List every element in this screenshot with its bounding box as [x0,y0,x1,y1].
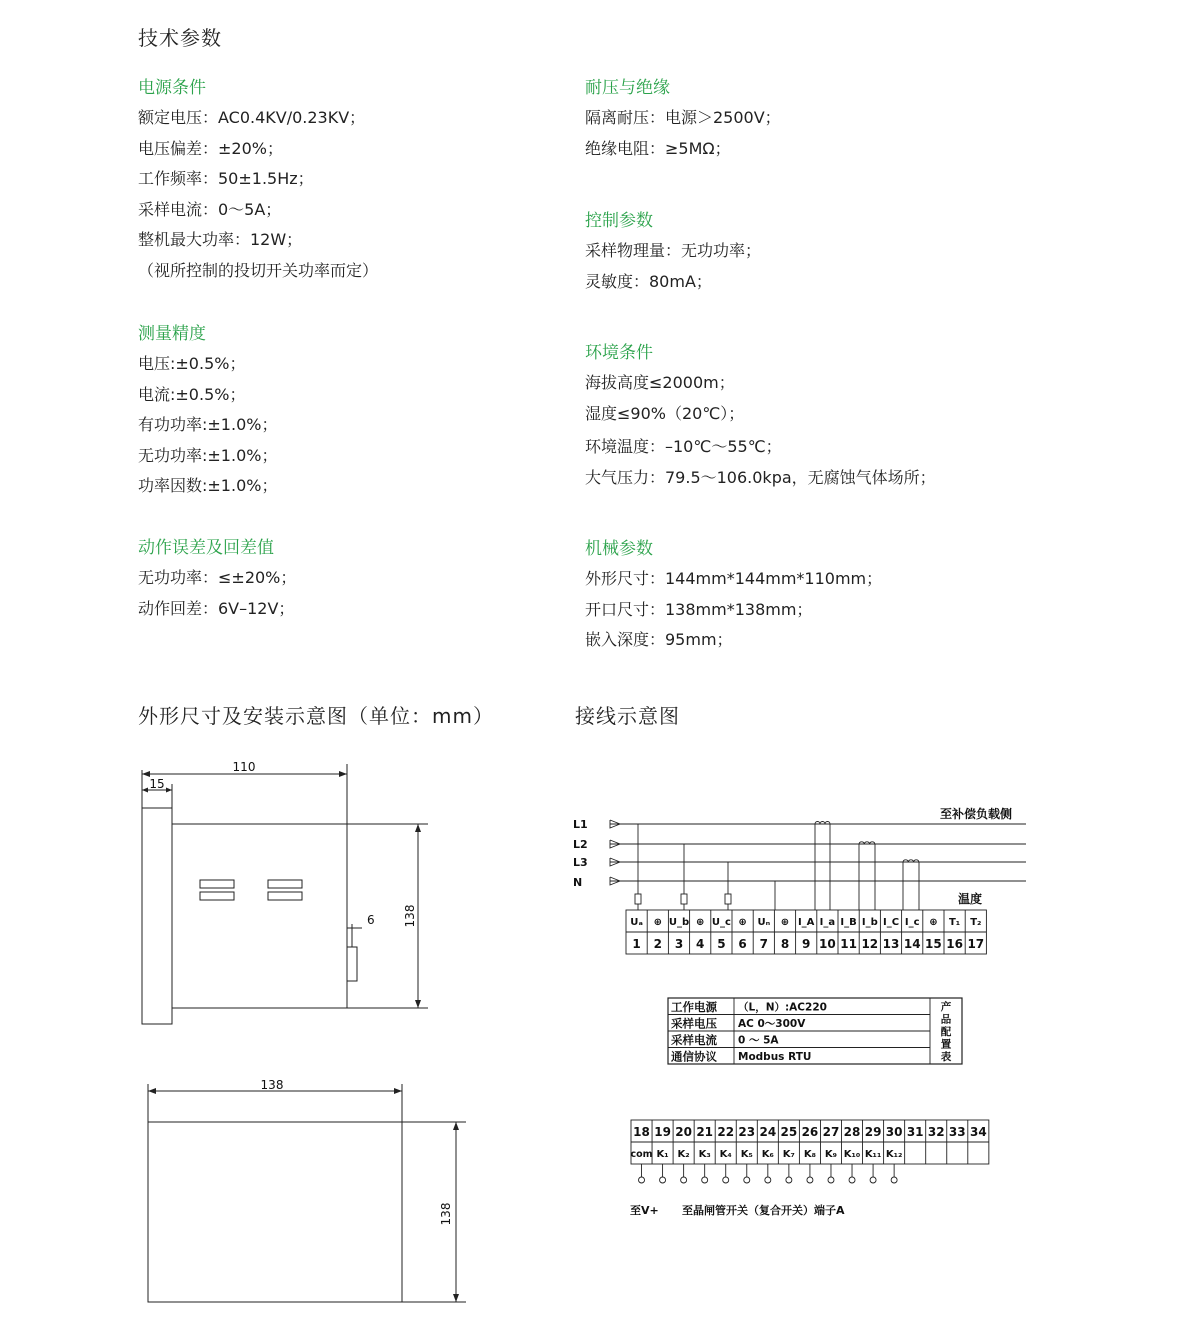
config-row-value: Modbus RTU [738,1051,812,1063]
terminal-number: 24 [759,1125,777,1139]
param-line: 电压:±0.5%； [138,354,246,373]
terminal-label: T₁ [948,917,961,928]
terminal-label: I_a [819,917,836,928]
wiring-title: 接线示意图 [575,704,680,728]
section-control-params [585,206,1015,297]
param-line: 无功功率:±1.0%； [138,445,278,465]
terminal-connector-icon [660,1177,666,1183]
config-row-value: AC 0～300V [738,1018,806,1030]
section-heading: 测量精度 [138,324,206,344]
dim-clip-label: 6 [367,913,375,927]
terminal-number: 22 [717,1125,735,1139]
terminal-label: ⊕ [738,917,747,928]
wiring-diagram [568,790,1038,1230]
section-heading: 环境条件 [585,343,653,363]
phase-label: L2 [573,838,588,851]
terminal-connector-icon [870,1177,876,1183]
terminal-connector-icon [744,1177,750,1183]
terminal-label: K₈ [803,1149,816,1160]
terminal-number: 18 [633,1125,650,1139]
terminal-label: K₆ [761,1149,774,1160]
terminal-number: 13 [882,937,900,951]
terminal-number: 33 [948,1125,966,1139]
terminal-label: ⊕ [929,917,938,928]
terminal-number: 19 [654,1125,671,1139]
param-line: 动作回差：6V–12V； [138,598,295,618]
terminal-connector-icon [828,1177,834,1183]
terminal-label: K₁₁ [864,1149,882,1160]
terminal-number: 31 [906,1125,924,1139]
param-line: 功率因数:±1.0%； [138,476,278,495]
terminal-number: 10 [819,937,836,951]
terminal-number: 4 [696,937,705,951]
param-line: 绝缘电阻：≥5MΩ； [585,138,731,158]
terminal-number: 12 [861,937,879,951]
terminal-label: I_c [904,917,920,928]
config-side-char: 置 [940,1038,952,1051]
param-line: 嵌入深度：95mm； [585,630,733,649]
param-line: 无功功率：≤±20%； [138,568,297,587]
terminal-number: 16 [946,937,963,951]
terminal-connector-icon [849,1177,855,1183]
terminal-number: 26 [801,1125,819,1139]
section-power-conditions [138,73,568,286]
terminal-number: 14 [903,937,921,951]
terminal-connector-icon [786,1177,792,1183]
terminal-label: Uₐ [630,917,643,928]
terminal-number: 5 [717,937,726,951]
section-action-error [138,533,568,624]
temperature-label: 温度 [958,892,983,906]
param-line: （视所控制的投切开关功率而定） [138,260,379,280]
terminal-number: 25 [780,1125,798,1139]
terminal-label: K₅ [740,1149,753,1160]
load-side-label: 至补偿负载侧 [940,807,1013,821]
terminal-label: ⊕ [696,917,705,928]
top-terminal-block [626,910,986,954]
config-side-char: 产 [940,1001,952,1013]
dim-height-label: 138 [403,904,417,928]
dim-front-label: 15 [149,777,165,791]
terminal-label: K₃ [698,1149,711,1160]
terminal-number: 8 [780,937,790,951]
config-side-char: 配 [940,1026,952,1038]
param-line: 环境温度：–10℃～55℃； [585,437,782,456]
dim-depth-label: 110 [232,760,256,774]
param-line: 有功功率:±1.0%； [138,415,278,434]
front-view-diagram [130,1072,470,1312]
terminal-label: K₄ [719,1149,732,1160]
terminal-label: K₁ [656,1149,669,1160]
terminal-label: K₇ [782,1149,795,1160]
terminal-label: I_A [797,917,815,928]
terminal-number: 34 [969,1125,987,1139]
param-line: 大气压力：79.5～106.0kpa，无腐蚀气体场所； [585,467,936,487]
phase-label: L3 [573,856,588,869]
section-heading: 控制参数 [585,211,653,231]
dim-width-label: 138 [260,1078,284,1092]
phase-label: L1 [573,818,588,831]
terminal-connector-icon [681,1177,687,1183]
param-line: 灵敏度：80mA； [585,271,712,291]
param-line: 电流:±0.5%； [138,384,246,404]
terminal-connector-icon [639,1177,645,1183]
terminal-number: 32 [927,1125,945,1139]
terminal-number: 7 [759,937,768,951]
config-row-label: 工作电源 [671,1000,717,1014]
terminal-number: 21 [696,1125,714,1139]
terminal-label: T₂ [970,917,982,928]
terminal-number: 2 [653,937,662,951]
config-row-value: （L，N）:AC220 [738,1001,827,1014]
param-line: 采样物理量：无功功率； [585,241,762,260]
terminal-number: 20 [675,1125,692,1139]
section-mechanical [585,534,1015,656]
terminal-label: ⊕ [780,917,790,928]
terminal-label: Uₙ [757,917,771,928]
terminal-number: 28 [843,1125,861,1139]
terminal-connector-icon [807,1177,813,1183]
terminal-label: U_c [711,917,731,928]
terminal-label: I_b [861,917,878,928]
terminal-number: 17 [967,937,985,951]
section-heading: 机械参数 [585,539,653,559]
terminal-label: K₁₂ [885,1149,903,1160]
config-side-char: 表 [940,1051,952,1063]
param-line: 湿度≤90%（20℃）； [585,403,745,423]
config-row-label: 采样电流 [671,1033,717,1047]
terminal-label: com [630,1149,653,1160]
terminal-label: U_b [668,917,690,928]
section-heading: 电源条件 [138,78,206,98]
terminal-label: K₉ [824,1149,838,1160]
param-line: 开口尺寸：138mm*138mm； [585,599,813,619]
section-heading: 动作误差及回差值 [138,538,274,558]
phase-label: N [573,876,583,889]
config-side-char: 品 [940,1013,952,1026]
dimension-title: 外形尺寸及安装示意图（单位：mm） [138,704,494,728]
to-vplus-label: 至V+ [630,1204,659,1217]
param-line: 外形尺寸：144mm*144mm*110mm； [585,569,883,588]
terminal-connector-icon [891,1177,897,1183]
section-heading: 耐压与绝缘 [585,78,670,98]
param-line: 海拔高度≤2000m； [585,373,735,392]
terminal-label: I_B [840,917,857,928]
param-line: 电压偏差：±20%； [138,138,283,158]
terminal-label: K₂ [677,1149,690,1160]
terminal-number: 3 [674,937,684,951]
terminal-number: 23 [738,1125,756,1139]
param-line: 额定电压：AC0.4KV/0.23KV； [138,108,366,127]
terminal-number: 30 [885,1125,903,1139]
terminal-number: 6 [738,937,747,951]
section-measurement-accuracy [138,319,568,502]
terminal-connector-icon [723,1177,729,1183]
terminal-label: I_C [882,917,900,928]
terminal-connector-icon [765,1177,771,1183]
config-table [668,998,962,1064]
terminal-number: 11 [840,937,857,951]
terminal-number: 1 [632,937,641,951]
dim-height-label: 138 [439,1202,453,1226]
page-title: 技术参数 [138,26,222,50]
terminal-label: ⊕ [653,917,662,928]
param-line: 采样电流：0～5A； [138,199,282,219]
section-environment [585,338,1015,493]
terminal-number: 29 [864,1125,882,1139]
terminal-number: 15 [925,937,942,951]
side-view-diagram [130,752,450,1042]
bottom-terminal-block [630,1120,988,1183]
param-line: 整机最大功率：12W； [138,230,303,249]
param-line: 工作频率：50±1.5Hz； [138,169,314,188]
terminal-number: 27 [822,1125,840,1139]
config-row-value: 0 ～ 5A [738,1034,779,1047]
terminal-connector-icon [702,1177,708,1183]
config-row-label: 采样电压 [671,1016,717,1031]
terminal-label: K₁₀ [843,1149,861,1160]
param-line: 隔离耐压：电源＞2500V； [585,108,781,127]
terminal-number: 9 [802,937,811,951]
section-withstand-insulation [585,73,1015,164]
to-thyristor-label: 至晶闸管开关（复合开关）端子A [682,1204,845,1217]
config-row-label: 通信协议 [671,1049,717,1064]
